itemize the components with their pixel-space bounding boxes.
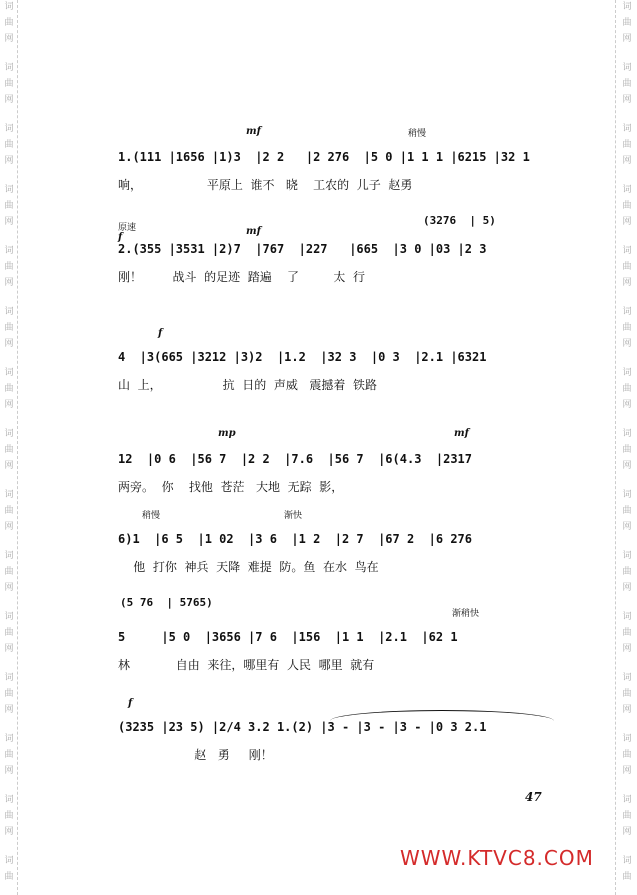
watermark-glyph: 网 xyxy=(622,339,632,349)
notation-line: (3235 |23 5) |2/4 3.2 1.(2) |3 - |3 - |3 - |0 3 2.1 xyxy=(118,720,487,734)
watermark-glyph: 网 xyxy=(622,461,632,471)
watermark-glyph: 词 xyxy=(4,673,14,683)
watermark-glyph: 曲 xyxy=(4,689,14,699)
watermark-glyph: 词 xyxy=(622,124,632,134)
watermark-glyph: 曲 xyxy=(622,872,632,882)
parenthetical-notes: (5 76 | 5765) xyxy=(120,596,213,609)
dynamic-marking: mf xyxy=(454,428,469,439)
tempo-marking: 渐稍快 xyxy=(452,609,480,619)
watermark-glyph: 曲 xyxy=(622,201,632,211)
dynamic-marking: mp xyxy=(218,428,236,439)
watermark-glyph: 曲 xyxy=(4,140,14,150)
lyrics-line: 刚！ 战斗 的足迹 踏遍 了 太 行 xyxy=(118,270,365,284)
tempo-marking: 原速 xyxy=(118,223,137,233)
watermark-glyph: 词 xyxy=(4,429,14,439)
notation-line: 6)1 |6 5 |1 02 |3 6 |1 2 |2 7 |67 2 |6 276 xyxy=(118,532,473,546)
watermark-glyph: 词 xyxy=(4,551,14,561)
watermark-glyph: 词 xyxy=(622,551,632,561)
watermark-glyph: 曲 xyxy=(622,262,632,272)
watermark-glyph: 词 xyxy=(622,795,632,805)
watermark-glyph: 词 xyxy=(622,368,632,378)
site-watermark-url: WWW.KTVC8.COM xyxy=(400,846,594,870)
watermark-glyph: 网 xyxy=(4,705,14,715)
watermark-glyph: 曲 xyxy=(622,811,632,821)
watermark-glyph: 网 xyxy=(622,34,632,44)
page-number: 47 xyxy=(525,790,542,804)
watermark-glyph: 词 xyxy=(4,185,14,195)
watermark-glyph: 曲 xyxy=(4,201,14,211)
watermark-glyph: 曲 xyxy=(622,628,632,638)
watermark-glyph: 词 xyxy=(622,490,632,500)
score-system xyxy=(0,596,637,680)
watermark-glyph: 网 xyxy=(622,217,632,227)
watermark-glyph: 词 xyxy=(622,612,632,622)
watermark-glyph: 网 xyxy=(622,583,632,593)
watermark-glyph: 网 xyxy=(4,95,14,105)
watermark-glyph: 词 xyxy=(4,612,14,622)
watermark-glyph: 网 xyxy=(622,522,632,532)
score-system xyxy=(0,214,637,292)
watermark-glyph: 词 xyxy=(4,246,14,256)
watermark-glyph: 网 xyxy=(4,217,14,227)
dynamic-marking: f xyxy=(128,698,133,709)
tempo-marking: 渐快 xyxy=(284,511,303,521)
watermark-glyph: 词 xyxy=(4,63,14,73)
watermark-glyph: 网 xyxy=(4,583,14,593)
watermark-glyph: 曲 xyxy=(622,18,632,28)
watermark-glyph: 词 xyxy=(4,124,14,134)
watermark-glyph: 曲 xyxy=(622,506,632,516)
watermark-glyph: 曲 xyxy=(4,262,14,272)
watermark-glyph: 曲 xyxy=(4,506,14,516)
lyrics-line: 林 自由 来往，哪里有 人民 哪里 就有 xyxy=(118,658,375,672)
watermark-glyph: 词 xyxy=(4,856,14,866)
watermark-glyph: 网 xyxy=(622,766,632,776)
watermark-glyph: 词 xyxy=(622,307,632,317)
watermark-glyph: 网 xyxy=(622,644,632,654)
notation-line: 1.(111 |1656 |1)3 |2 2 |2 276 |5 0 |1 1 1 |6215 |32 1 xyxy=(118,150,530,164)
watermark-glyph: 网 xyxy=(622,156,632,166)
watermark-glyph: 词 xyxy=(622,63,632,73)
lyrics-line: 他 打你 神兵 天降 难提 防。鱼 在水 鸟在 xyxy=(118,560,379,574)
watermark-glyph: 曲 xyxy=(4,18,14,28)
dynamic-marking: mf xyxy=(246,126,261,137)
watermark-glyph: 曲 xyxy=(622,384,632,394)
watermark-glyph: 网 xyxy=(4,461,14,471)
watermark-glyph: 网 xyxy=(4,522,14,532)
watermark-glyph: 曲 xyxy=(4,445,14,455)
watermark-glyph: 网 xyxy=(622,705,632,715)
watermark-glyph: 网 xyxy=(622,827,632,837)
watermark-glyph: 曲 xyxy=(622,750,632,760)
notation-line: 5 |5 0 |3656 |7 6 |156 |1 1 |2.1 |62 1 xyxy=(118,630,458,644)
watermark-glyph: 曲 xyxy=(622,323,632,333)
watermark-glyph: 网 xyxy=(4,400,14,410)
watermark-glyph: 词 xyxy=(4,368,14,378)
score-system xyxy=(0,512,637,582)
score-system xyxy=(0,700,637,770)
watermark-glyph: 曲 xyxy=(4,811,14,821)
watermark-glyph: 网 xyxy=(4,827,14,837)
watermark-glyph: 网 xyxy=(4,278,14,288)
watermark-glyph: 网 xyxy=(4,339,14,349)
watermark-glyph: 词 xyxy=(622,673,632,683)
notation-line: 4 |3(665 |3212 |3)2 |1.2 |32 3 |0 3 |2.1 |6321 xyxy=(118,350,487,364)
watermark-glyph: 曲 xyxy=(4,750,14,760)
watermark-glyph: 曲 xyxy=(4,79,14,89)
score-system xyxy=(0,330,637,400)
score-system xyxy=(0,126,637,200)
dynamic-marking: f xyxy=(158,328,163,339)
watermark-glyph: 词 xyxy=(4,307,14,317)
watermark-glyph: 曲 xyxy=(622,567,632,577)
watermark-glyph: 网 xyxy=(4,156,14,166)
watermark-glyph: 词 xyxy=(4,795,14,805)
watermark-glyph: 网 xyxy=(622,95,632,105)
dynamic-marking: mf xyxy=(246,226,261,237)
watermark-glyph: 词 xyxy=(4,2,14,12)
lyrics-line: 赵 勇 刚！ xyxy=(118,748,273,762)
watermark-glyph: 网 xyxy=(622,400,632,410)
parenthetical-notes: (3276 | 5) xyxy=(423,214,496,227)
notation-line: 12 |0 6 |56 7 |2 2 |7.6 |56 7 |6(4.3 |2317 xyxy=(118,452,473,466)
watermark-glyph: 曲 xyxy=(622,79,632,89)
watermark-glyph: 网 xyxy=(4,644,14,654)
watermark-glyph: 词 xyxy=(622,246,632,256)
score-system xyxy=(0,428,637,502)
watermark-glyph: 词 xyxy=(622,185,632,195)
watermark-glyph: 词 xyxy=(4,734,14,744)
watermark-glyph: 网 xyxy=(4,766,14,776)
watermark-glyph: 曲 xyxy=(4,872,14,882)
watermark-glyph: 词 xyxy=(622,856,632,866)
watermark-glyph: 词 xyxy=(622,734,632,744)
watermark-glyph: 曲 xyxy=(4,567,14,577)
watermark-glyph: 网 xyxy=(4,34,14,44)
lyrics-line: 山 上， 抗 日的 声威 震撼着 铁路 xyxy=(118,378,377,392)
dynamic-marking: f xyxy=(118,232,123,243)
tempo-marking: 稍慢 xyxy=(408,129,427,139)
watermark-glyph: 曲 xyxy=(4,323,14,333)
watermark-glyph: 词 xyxy=(4,490,14,500)
watermark-glyph: 曲 xyxy=(622,689,632,699)
watermark-glyph: 曲 xyxy=(4,628,14,638)
notation-line: 2.(355 |3531 |2)7 |767 |227 |665 |3 0 |03 |2 3 xyxy=(118,242,487,256)
watermark-glyph: 词 xyxy=(622,2,632,12)
watermark-glyph: 词 xyxy=(622,429,632,439)
lyrics-line: 两旁。 你 找他 苍茫 大地 无踪 影， xyxy=(118,480,344,494)
watermark-glyph: 曲 xyxy=(622,445,632,455)
watermark-glyph: 曲 xyxy=(4,384,14,394)
tie-arc xyxy=(330,710,554,721)
watermark-glyph: 曲 xyxy=(622,140,632,150)
watermark-glyph: 网 xyxy=(622,278,632,288)
tempo-marking: 稍慢 xyxy=(142,511,161,521)
lyrics-line: 响， 平原上 谁不 晓 工农的 儿子 赵勇 xyxy=(118,178,413,192)
